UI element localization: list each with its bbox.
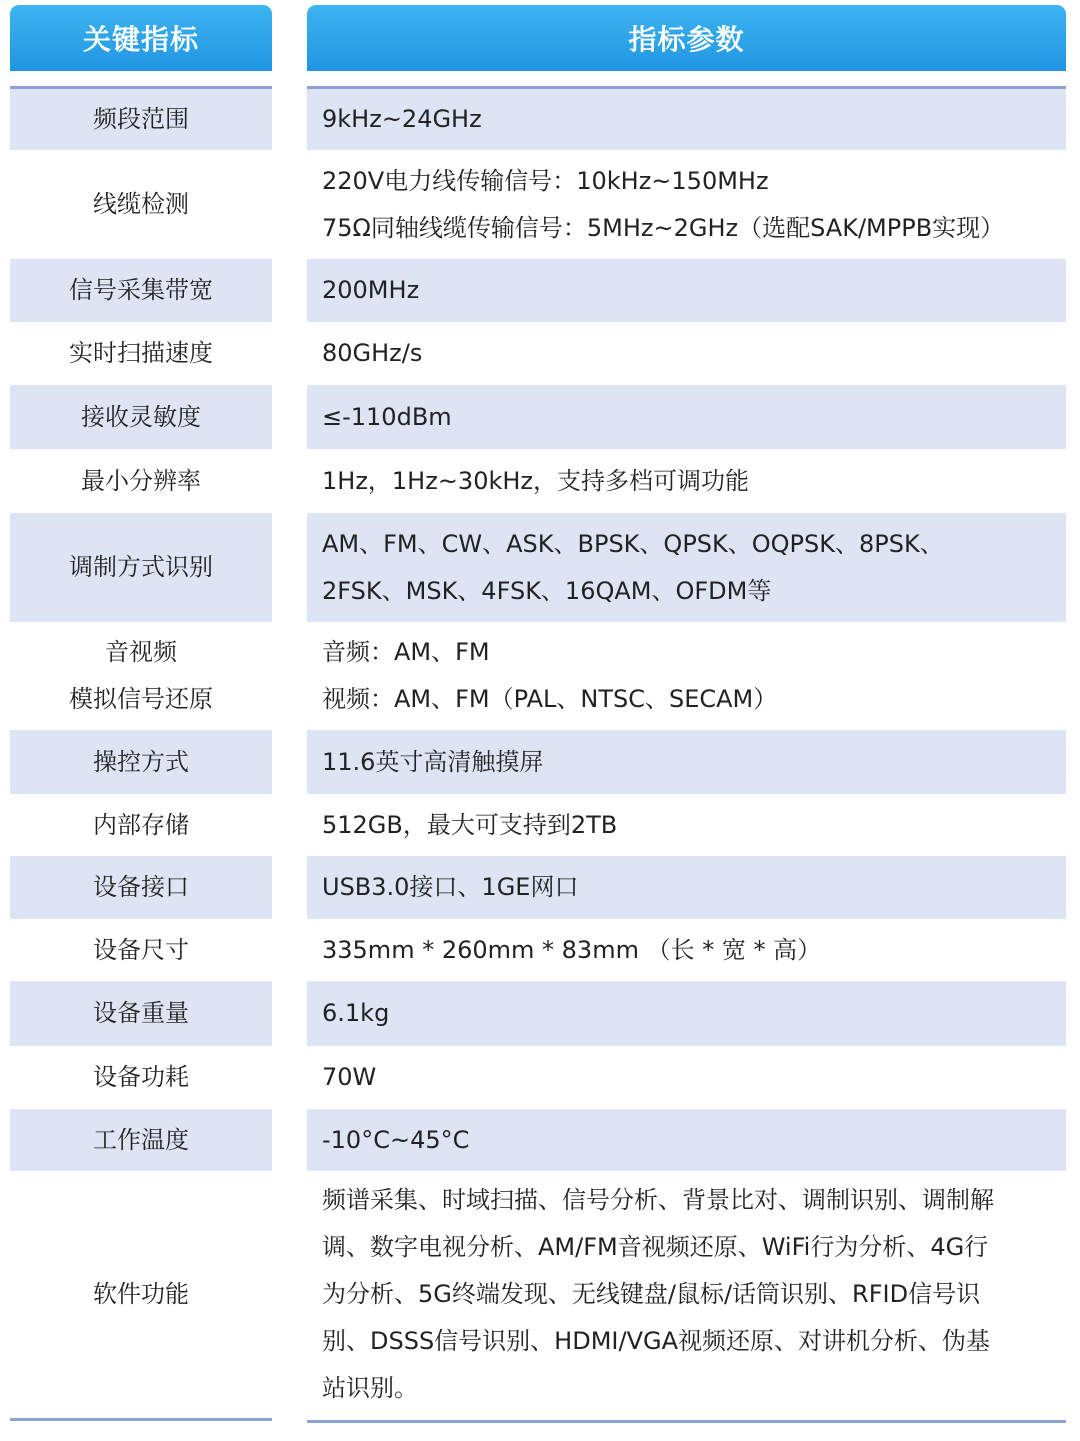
spec-value [322, 449, 1058, 513]
spec-key: 最小分辨率 [81, 466, 201, 495]
spec-value [322, 1171, 1058, 1417]
spec-value-line: 2FSK、MSK、4FSK、16QAM、OFDM等 [322, 576, 772, 605]
spec-value-line: 站识别。 [322, 1373, 418, 1402]
spec-value-line: 70W [322, 1063, 377, 1091]
spec-value-line: 别、DSSS信号识别、HDMI/VGA视频还原、对讲机分析、伪基 [322, 1326, 991, 1355]
spec-value [322, 981, 1058, 1046]
spec-value-line: 视频：AM、FM（PAL、NTSC、SECAM） [322, 685, 778, 713]
spec-value-line: 80GHz/s [322, 339, 423, 367]
spec-value-line: 220V电力线传输信号：10kHz~150MHz [322, 166, 769, 195]
spec-value-line: 6.1kg [322, 999, 390, 1027]
spec-value [322, 322, 1058, 385]
spec-value-line: 频谱采集、时域扫描、信号分析、背景比对、调制识别、调制解 [322, 1185, 994, 1214]
spec-value-line: 调、数字电视分析、AM/FM音视频还原、WiFi行为分析、4G行 [322, 1232, 989, 1261]
spec-value-line: 11.6英寸高清触摸屏 [322, 747, 544, 776]
spec-value [322, 1109, 1058, 1171]
spec-key: 调制方式识别 [69, 553, 213, 581]
header-key-column: 关键指标 [10, 5, 272, 71]
spec-value-line: 9kHz~24GHz [322, 105, 482, 133]
spec-key: 接收灵敏度 [81, 402, 201, 431]
spec-value-line: AM、FM、CW、ASK、BPSK、QPSK、OQPSK、8PSK、 [322, 529, 944, 558]
spec-value [322, 150, 1058, 259]
spec-key: 音视频 模拟信号还原 [69, 638, 213, 713]
spec-value-line: 512GB，最大可支持到2TB [322, 810, 618, 839]
spec-value [322, 89, 1058, 150]
spec-key: 设备功耗 [93, 1063, 189, 1091]
spec-value [322, 730, 1058, 794]
spec-value [322, 794, 1058, 856]
spec-key: 软件功能 [93, 1279, 189, 1308]
spec-key: 工作温度 [93, 1125, 189, 1154]
bottom-rule-left [10, 1418, 272, 1421]
spec-value-line: ≤-110dBm [322, 402, 452, 431]
spec-key: 操控方式 [93, 747, 189, 776]
spec-value [322, 385, 1058, 449]
spec-key: 内部存储 [93, 810, 189, 839]
spec-value-line: 75Ω同轴线缆传输信号：5MHz~2GHz（选配SAK/MPPB实现） [322, 213, 1005, 242]
spec-key: 设备尺寸 [93, 935, 189, 964]
spec-key: 实时扫描速度 [69, 339, 213, 367]
spec-value [322, 919, 1058, 981]
spec-key: 设备接口 [93, 873, 189, 901]
spec-value-line: 335mm * 260mm * 83mm （长 * 宽 * 高） [322, 935, 822, 964]
spec-value-line: -10°C~45°C [322, 1125, 470, 1154]
spec-value-line: 1Hz，1Hz~30kHz，支持多档可调功能 [322, 466, 750, 495]
spec-key: 设备重量 [93, 999, 189, 1027]
spec-value-line: 音频：AM、FM [322, 638, 490, 666]
spec-value [322, 1046, 1058, 1109]
spec-value [322, 513, 1058, 622]
spec-value-line: USB3.0接口、1GE网口 [322, 873, 579, 901]
spec-value-line: 200MHz [322, 276, 420, 304]
bottom-rule-right [307, 1420, 1066, 1423]
spec-value [322, 622, 1058, 730]
spec-value [322, 856, 1058, 919]
header-value-column: 指标参数 [307, 5, 1066, 71]
spec-value [322, 259, 1058, 322]
spec-key: 频段范围 [93, 105, 189, 133]
spec-value-line: 为分析、5G终端发现、无线键盘/鼠标/话筒识别、RFID信号识 [322, 1279, 981, 1308]
spec-key: 线缆检测 [93, 190, 189, 218]
spec-key: 信号采集带宽 [69, 276, 213, 304]
